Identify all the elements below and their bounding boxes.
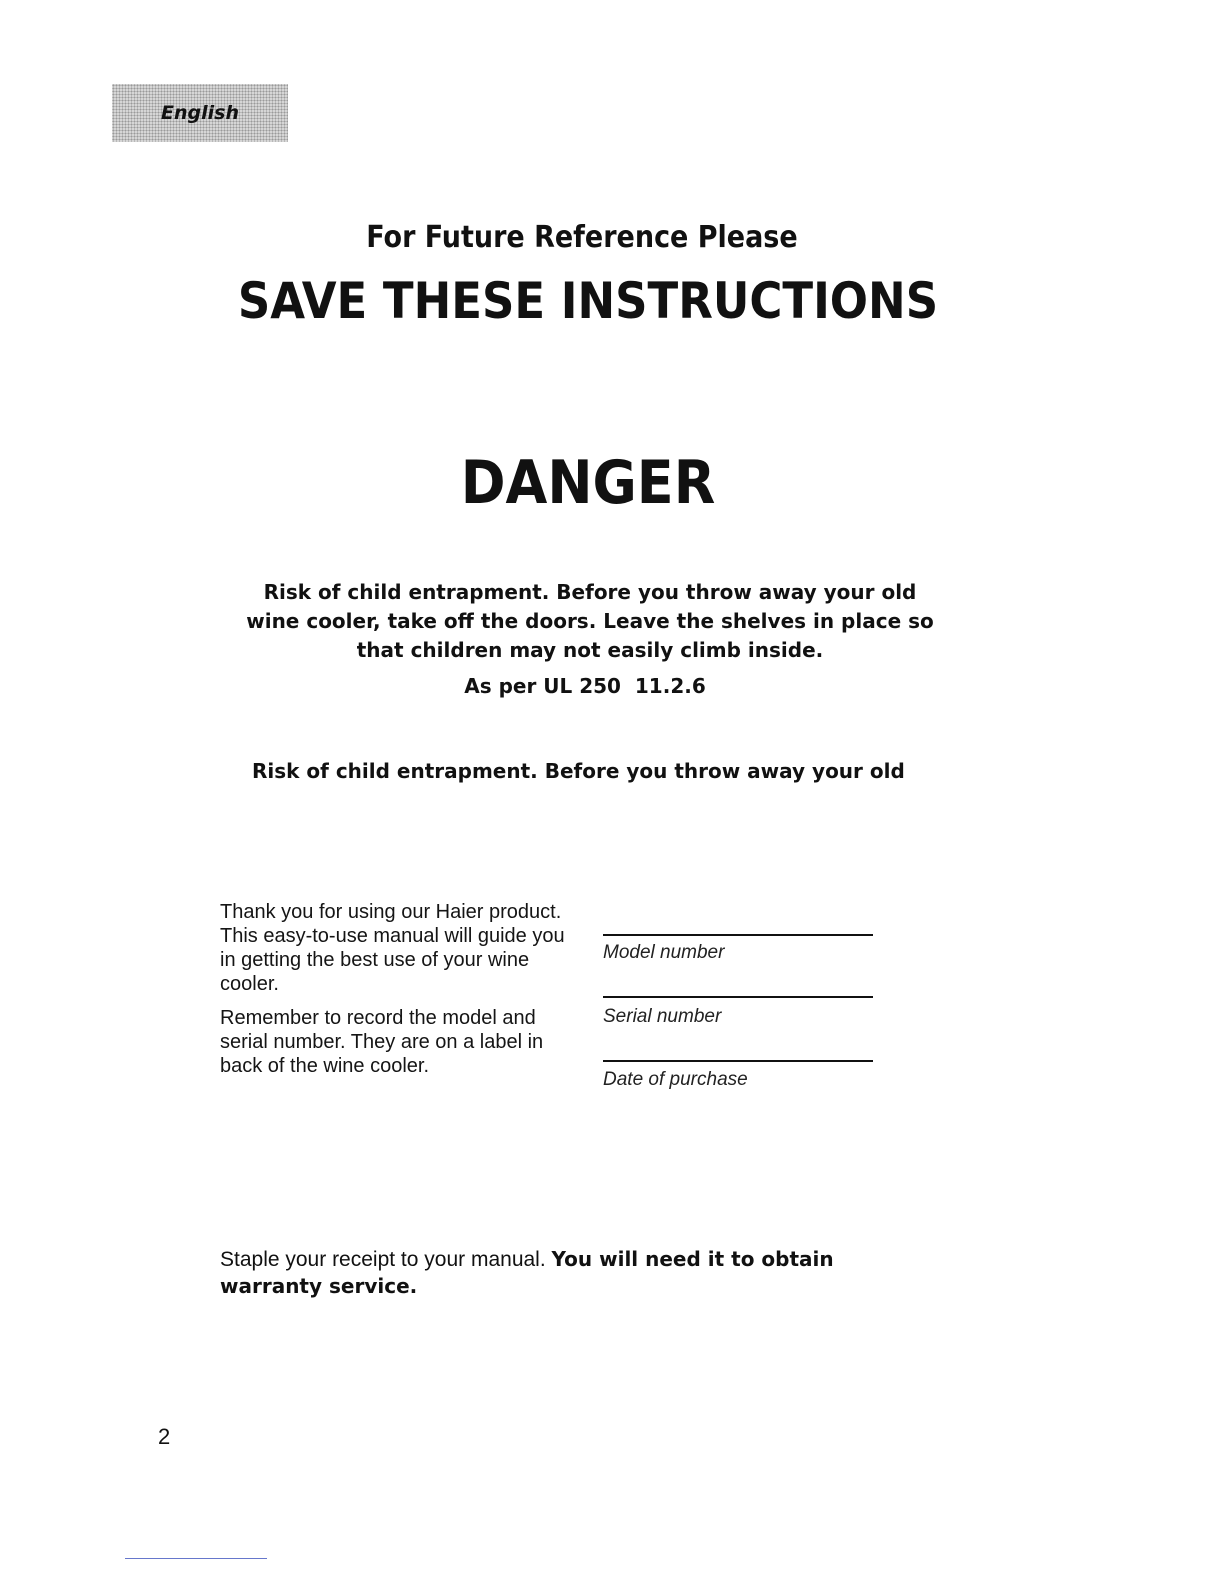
page-title: SAVE THESE INSTRUCTIONS — [237, 272, 939, 330]
footer-rule — [125, 1558, 267, 1559]
intro-paragraph: Remember to record the model and serial number. They are on a label in back of the wine cooler. — [220, 1007, 544, 1077]
model-number-line — [603, 934, 873, 936]
language-tab-label: English — [161, 102, 239, 124]
ul-reference: As per UL 250 11.2.6 — [464, 674, 706, 698]
intro-text — [220, 900, 580, 1088]
page-number: 2 — [158, 1424, 171, 1449]
page-subtitle: For Future Reference Please — [366, 220, 798, 255]
warning-line: Risk of child entrapment. Before you throw away your old — [263, 580, 917, 604]
date-of-purchase-label: Date of purchase — [603, 1069, 748, 1090]
warning-line: wine cooler, take off the doors. Leave the shelves in place so — [246, 609, 934, 633]
serial-number-line — [603, 996, 873, 998]
warning-line: that children may not easily climb inside. — [356, 638, 824, 662]
danger-heading: DANGER — [460, 448, 716, 518]
model-number-label: Model number — [603, 942, 725, 963]
language-tab — [112, 84, 288, 142]
danger-warning — [200, 578, 980, 665]
receipt-note — [220, 1246, 920, 1300]
receipt-note-plain: Staple your receipt to your manual. — [220, 1248, 546, 1271]
date-of-purchase-line — [603, 1060, 873, 1062]
intro-paragraph: Thank you for using our Haier product. This easy-to-use manual will guide you in getting the best use of your wine cooler. — [220, 901, 565, 995]
serial-number-label: Serial number — [603, 1006, 722, 1027]
repeated-warning-line: Risk of child entrapment. Before you throw away your old — [252, 759, 905, 783]
receipt-note-bold: You will need it to obtain warranty service. — [220, 1247, 834, 1298]
